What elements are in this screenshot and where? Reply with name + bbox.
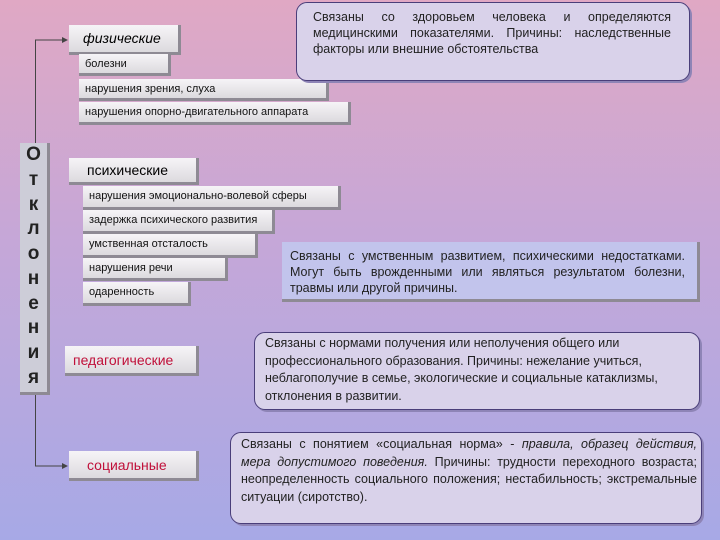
title-letter: т — [28, 168, 39, 190]
social-description-start: Связаны с понятием «социальная норма» - — [241, 437, 522, 451]
mental-category: психические — [69, 158, 199, 185]
title-letter: н — [27, 317, 40, 339]
physical-item-diseases: болезни — [79, 54, 171, 76]
social-category: социальные — [69, 451, 199, 481]
mental-item-giftedness: одаренность — [83, 282, 191, 306]
mental-item-emotional: нарушения эмоционально-волевой сферы — [83, 186, 341, 210]
title-letter: я — [27, 366, 40, 388]
physical-item-vision-hearing: нарушения зрения, слуха — [79, 79, 329, 101]
title-letter: к — [28, 193, 39, 215]
mental-item-speech: нарушения речи — [83, 258, 228, 281]
mental-description: Связаны с умственным развитием, психическими недостатками. Могут быть врожденными или являться результатом болезни, травмы или другой причины. — [282, 242, 700, 302]
title-letter: л — [27, 218, 40, 240]
title-letter: е — [28, 292, 39, 314]
deviations-title — [20, 143, 50, 395]
mental-item-retardation: умственная отсталость — [83, 234, 258, 258]
pedagogical-description: Связаны с нормами получения или неполучения общего или профессионального образования. Причины: нежелание учиться, неблагополучие в семье, экологические и социальные катаклизмы, отклонения в развитии. — [254, 332, 700, 410]
title-letter: н — [27, 267, 40, 289]
mental-item-delay: задержка психического развития — [83, 210, 275, 234]
social-description-causes: Причины: трудности переходного возраста; неопределенность социального положения; нестабильность; экстремальные ситуации (сиротство). — [241, 454, 697, 504]
physical-description: Связаны со здоровьем человека и определяются медицинскими показателями. Причины: наследственные факторы или внешние обстоятельства — [296, 2, 690, 81]
physical-category: физические — [69, 25, 181, 55]
pedagogical-category: педагогические — [65, 346, 199, 376]
title-letter: и — [27, 342, 40, 364]
physical-item-musculoskeletal: нарушения опорно-двигательного аппарата — [79, 102, 351, 125]
title-letter: о — [27, 243, 40, 265]
social-description — [230, 432, 702, 524]
social-description-definition: правила, образец действия, мера допустимого поведения. — [241, 437, 697, 469]
title-letter: О — [26, 144, 41, 165]
